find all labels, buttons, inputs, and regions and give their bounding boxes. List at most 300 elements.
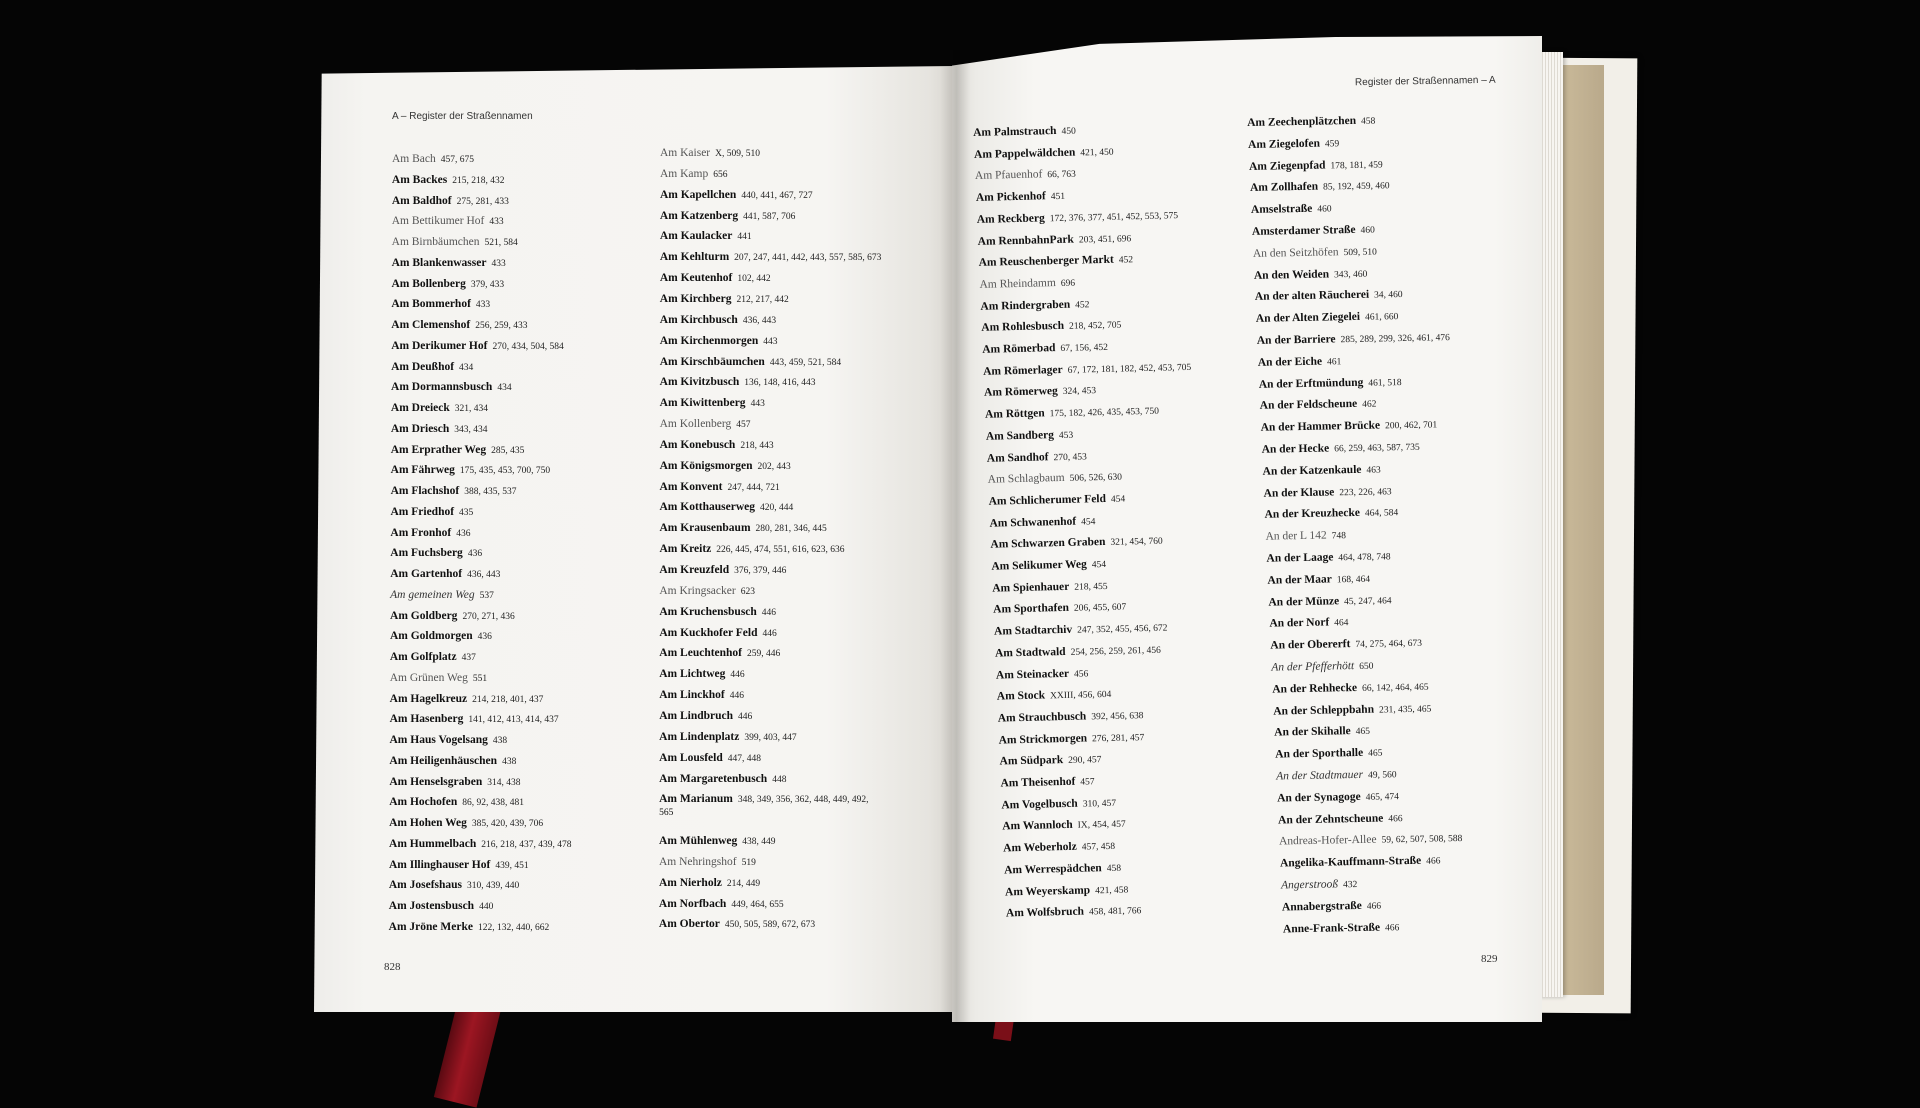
page-references: 696 (1060, 278, 1076, 289)
street-name: Amselstraße (1250, 202, 1313, 217)
street-name: Am Dormannsbusch (391, 381, 493, 394)
page-references: IX, 454, 457 (1077, 819, 1126, 832)
index-entry (984, 384, 1096, 402)
page-references: 202, 443 (757, 461, 791, 472)
page-references: 438 (492, 736, 508, 746)
index-entry (391, 380, 512, 395)
street-name: An der Maar (1267, 573, 1332, 587)
page-references: 461 (1327, 357, 1342, 368)
page-references: 537 (479, 590, 494, 601)
street-name: Am Theisenhof (1000, 775, 1076, 790)
page-references: 448 (772, 774, 787, 785)
street-name: Am Keutenhof (659, 272, 733, 285)
street-name: Am Driesch (390, 422, 450, 435)
page-references: 207, 247, 441, 442, 443, 557, 585, 673 (734, 253, 882, 264)
page-references: 466 (1388, 813, 1403, 825)
street-name: Am Sandberg (985, 428, 1055, 443)
index-entry (659, 521, 826, 536)
page-references: 461, 660 (1364, 312, 1399, 323)
index-entry (1266, 549, 1390, 566)
page-references: 172, 376, 377, 451, 452, 553, 575 (1049, 210, 1179, 225)
page-references: 457, 458 (1081, 841, 1116, 853)
index-entry (1269, 616, 1348, 633)
index-entry (1274, 724, 1370, 741)
street-name: Am Hasenberg (389, 713, 464, 726)
page-references: 465, 474 (1365, 792, 1399, 803)
street-name: Am Strickmorgen (998, 732, 1088, 747)
index-entry (659, 667, 744, 682)
index-entry (389, 775, 520, 790)
index-entry (659, 917, 815, 932)
page-references: 421, 450 (1080, 147, 1114, 159)
page-references: 321, 434 (454, 404, 489, 414)
index-entry (1259, 375, 1402, 393)
page-references: 276, 281, 457 (1092, 732, 1145, 744)
index-entry (1276, 767, 1397, 784)
index-entry (660, 417, 751, 432)
page-references: 454 (1091, 559, 1107, 571)
index-entry (997, 687, 1112, 705)
street-name: Am Kreuzfeld (659, 564, 730, 576)
street-name: Am Kirschbäumchen (659, 355, 765, 368)
page-references: 421, 458 (1095, 885, 1129, 896)
street-name: Am Sandhof (986, 450, 1049, 465)
street-name: Am Margaretenbusch (659, 772, 768, 785)
page-references: 457 (1080, 777, 1095, 788)
index-entry (391, 339, 564, 354)
index-entry (1249, 157, 1383, 175)
page-references: 59, 62, 507, 508, 588 (1381, 834, 1463, 846)
street-name: An der Pfefferhött (1271, 660, 1355, 674)
index-entry (1283, 920, 1400, 937)
page-references: 551 (472, 673, 488, 684)
index-entry (660, 292, 789, 307)
page-references: 256, 259, 433 (475, 321, 528, 331)
index-entry (659, 792, 869, 819)
page-references: 443 (750, 399, 765, 410)
page-references: 122, 132, 440, 662 (477, 922, 550, 933)
index-entry (660, 167, 727, 182)
index-entry (660, 229, 752, 244)
street-name: Am Hummelbach (389, 837, 477, 850)
page-references: 376, 379, 446 (734, 566, 787, 576)
index-entry (1255, 287, 1403, 305)
street-name: Am Schlagbaum (987, 472, 1065, 486)
index-entry (1268, 593, 1391, 610)
page-references: 438, 449 (742, 837, 776, 848)
index-entry (992, 579, 1108, 597)
index-entry (390, 505, 473, 520)
page-references: 66, 142, 464, 465 (1361, 682, 1429, 694)
street-name: Am Haus Vogelsang (389, 734, 488, 746)
page-references: 343, 460 (1334, 269, 1368, 280)
page-references: 203, 451, 696 (1078, 233, 1132, 246)
page-references: 439, 451 (495, 860, 529, 871)
index-entry (989, 514, 1095, 531)
page-references: 420, 444 (760, 503, 794, 514)
index-entry (1256, 309, 1399, 327)
street-name: Am Pappelwäldchen (973, 146, 1076, 161)
street-name: Am Nehringshof (658, 855, 737, 868)
street-name: Am Leuchtenhof (659, 647, 743, 660)
page-references: 466 (1366, 901, 1382, 912)
street-name: Am Blankenwasser (391, 256, 487, 269)
street-name: Am Goldberg (390, 609, 458, 622)
street-name: Am Stock (996, 689, 1046, 703)
page-references: 440 (479, 902, 494, 912)
street-name: Am Kirchenmorgen (659, 334, 759, 347)
page-references: 456 (1073, 668, 1089, 680)
street-name: Andreas-Hofer-Allee (1278, 834, 1377, 848)
index-entry (987, 449, 1087, 466)
index-entry (391, 297, 490, 312)
index-entry (1273, 701, 1431, 719)
index-entry (660, 480, 780, 495)
street-name: Am Rheindamm (979, 276, 1057, 291)
page-references: X, 509, 510 (715, 149, 761, 159)
index-entry (660, 313, 776, 328)
street-name: An der Zehntscheune (1278, 812, 1384, 827)
page-references: 200, 462, 701 (1384, 420, 1438, 432)
index-entry (1248, 136, 1339, 153)
index-entry (976, 189, 1066, 206)
index-entry (1247, 114, 1375, 131)
street-name: Am Kreitz (659, 543, 712, 556)
index-entry (389, 837, 571, 852)
page-references: 348, 349, 356, 362, 448, 449, 492, (737, 795, 869, 806)
street-name: An der Obererft (1270, 638, 1351, 652)
index-entry (1267, 572, 1370, 589)
page-references: 506, 526, 630 (1069, 472, 1123, 485)
page-references: 457 (736, 420, 751, 431)
page-references: 433 (489, 217, 504, 228)
street-name: Am Heiligenhäuschen (389, 754, 498, 767)
street-name: An der Münze (1268, 594, 1340, 609)
index-entry (391, 318, 527, 333)
street-name: Am Marianum (659, 793, 733, 806)
page-references: 436, 443 (742, 315, 777, 326)
street-name: Am Linckhof (659, 689, 725, 702)
index-entry (659, 772, 786, 787)
page-references: 441 (737, 232, 752, 243)
street-name: Am Werrespädchen (1003, 861, 1102, 877)
street-name: Am Rindergraben (980, 298, 1071, 313)
index-entry (660, 396, 765, 411)
street-name: Am Illinghauser Hof (388, 858, 491, 871)
street-name: An den Weiden (1253, 268, 1330, 282)
index-entry (392, 214, 504, 229)
page-references: 321, 454, 760 (1110, 536, 1163, 549)
page-references: 464 (1334, 618, 1349, 629)
page-references: 223, 226, 463 (1339, 486, 1392, 498)
index-entry (660, 438, 774, 453)
street-name: An der Erftmündung (1258, 376, 1364, 391)
page-references: 465 (1355, 727, 1371, 738)
index-entry (659, 897, 784, 912)
page-references: 443 (763, 336, 778, 347)
index-entry (975, 167, 1076, 184)
page-references: 168, 464 (1336, 574, 1371, 586)
page-references: 218, 452, 705 (1069, 320, 1122, 333)
street-name: Am Kruchensbusch (659, 605, 757, 618)
page-references: 136, 148, 416, 443 (744, 378, 816, 389)
page-references: 447, 448 (727, 753, 761, 764)
page-references: 623 (740, 586, 755, 597)
street-name: Am Ziegenpfad (1248, 159, 1326, 173)
page-references: 436 (477, 632, 492, 643)
street-name: Am Hochofen (389, 796, 458, 809)
page-references: 310, 457 (1082, 798, 1117, 810)
index-entry (391, 443, 525, 458)
street-name: Am Kehlturm (659, 251, 730, 264)
street-name: Am Baldhof (391, 194, 452, 207)
index-entry (389, 858, 529, 873)
page-references: 74, 275, 464, 673 (1355, 638, 1423, 651)
page-references: 49, 560 (1367, 770, 1397, 781)
page-references: 399, 403, 447 (744, 732, 797, 743)
street-name: Am Konebusch (659, 438, 736, 451)
index-entry (1278, 811, 1403, 828)
street-name: Am Kuckhofer Feld (659, 626, 758, 639)
street-name: Am Erprather Weg (390, 443, 487, 456)
page-references: 67, 172, 181, 182, 452, 453, 705 (1067, 362, 1192, 376)
street-name: Am Röttgen (984, 407, 1045, 421)
page-references: 458, 481, 766 (1088, 906, 1142, 918)
page-references: 175, 435, 453, 700, 750 (459, 466, 551, 477)
page-references: 650 (1359, 661, 1374, 672)
street-name: An der Rehhecke (1272, 681, 1358, 696)
index-entry (390, 671, 487, 686)
index-entry (1003, 839, 1115, 857)
page-references: 379, 433 (470, 279, 505, 290)
street-name: Am Bommerhof (391, 298, 471, 311)
street-name: Am Goldmorgen (389, 630, 473, 643)
street-name: Am Backes (391, 173, 448, 186)
page-references: 270, 453 (1053, 451, 1087, 463)
page-references: 392, 456, 638 (1091, 711, 1144, 723)
index-entry (1264, 506, 1398, 524)
page-references: 466 (1384, 922, 1400, 934)
street-name: An der Kreuzhecke (1264, 507, 1361, 522)
street-name: An der Skihalle (1274, 725, 1351, 739)
street-name: Am Kotthauserweg (659, 501, 755, 514)
index-entry (1282, 898, 1381, 915)
index-entry (991, 557, 1106, 575)
page-references: 275, 281, 433 (456, 196, 509, 207)
street-name: An der Eiche (1257, 355, 1323, 369)
street-name: Am Fährweg (390, 464, 455, 477)
index-entry (1254, 266, 1368, 283)
street-name: Am Golfplatz (389, 651, 457, 663)
street-name: Anne-Frank-Straße (1282, 921, 1381, 936)
street-name: Am Obertor (658, 918, 720, 931)
index-entry (391, 277, 504, 292)
street-name: Am Schwarzen Graben (990, 536, 1106, 551)
page-references: 280, 281, 346, 445 (755, 524, 827, 535)
page-references: 461, 518 (1368, 377, 1402, 389)
page-references: 438 (502, 756, 517, 767)
street-name: Am Krausenbaum (659, 522, 751, 535)
page-references: 436 (467, 549, 483, 560)
street-name: Am Lindenplatz (659, 730, 740, 743)
index-entry (660, 146, 760, 161)
street-name: Am gemeinen Weg (390, 588, 475, 601)
right-running-head: Register der Straßennamen – A (1354, 74, 1496, 89)
street-name: Am Dreieck (390, 402, 450, 414)
index-entry (389, 816, 543, 831)
page-references: 102, 442 (737, 274, 771, 285)
page-references: 452 (1075, 299, 1090, 311)
street-name: Am Kollenberg (659, 418, 732, 431)
page-references: 458 (1360, 116, 1376, 127)
book-gutter (940, 50, 970, 1025)
index-entry (659, 834, 776, 849)
street-name: An der Hecke (1261, 442, 1330, 456)
street-name: An der Hammer Brücke (1260, 419, 1381, 434)
street-name: Am Ziegelofen (1247, 137, 1321, 151)
index-entry (1265, 528, 1346, 545)
index-entry (1253, 244, 1377, 261)
index-entry (996, 666, 1089, 683)
page-references: 310, 439, 440 (467, 881, 520, 892)
street-name: An den Seitzhöfen (1252, 246, 1339, 260)
index-entry (659, 584, 755, 599)
index-entry (659, 646, 780, 661)
index-entry (660, 334, 778, 349)
page-references: 450 (1061, 126, 1076, 137)
index-entry (1262, 462, 1380, 479)
page-references: 388, 435, 537 (464, 487, 517, 497)
index-entry (660, 500, 794, 515)
page-references: 214, 218, 401, 437 (472, 694, 544, 705)
index-entry (1280, 854, 1441, 872)
index-entry (392, 173, 505, 188)
street-name: Am Lichtweg (659, 668, 726, 681)
street-name: Am Fronhof (390, 526, 452, 539)
page-references: 465 (1368, 748, 1383, 759)
street-name: Am Weberholz (1003, 840, 1077, 855)
street-name: Am Steinacker (995, 667, 1070, 682)
street-name: Am Zeechenplätzchen (1247, 114, 1357, 129)
page-references: 454 (1110, 494, 1126, 505)
page-references: 452 (1118, 255, 1134, 266)
street-name: Am Kapellchen (659, 188, 737, 201)
index-entry (389, 795, 524, 810)
street-name: Am Norfbach (658, 897, 727, 910)
page-references: 460 (1317, 204, 1332, 215)
index-entry (659, 563, 786, 578)
street-name: Am Bollenberg (391, 277, 466, 290)
street-name: An der Synagoge (1277, 790, 1361, 805)
page-references: 454 (1081, 516, 1096, 528)
index-entry (999, 752, 1101, 769)
street-name: Am Kaiser (660, 147, 711, 159)
index-entry (1271, 659, 1373, 676)
index-entry (986, 428, 1074, 445)
page-references: 451 (1050, 191, 1066, 203)
street-name: Am Königsmorgen (659, 459, 753, 472)
page-references: 290, 457 (1068, 755, 1102, 767)
street-name: Am Kiwittenberg (659, 397, 746, 410)
index-entry (982, 340, 1108, 358)
index-entry (660, 459, 791, 474)
page-references: 463 (1366, 465, 1381, 476)
page-references: 314, 438 (487, 777, 521, 788)
page-references: 519 (741, 857, 756, 868)
street-name: Am Kivitzbusch (659, 376, 740, 389)
index-entry (390, 650, 476, 665)
left-page-number: 828 (384, 961, 401, 973)
street-name: Am Mühlenweg (659, 835, 738, 848)
index-entry (389, 899, 494, 914)
street-name: Amsterdamer Straße (1251, 223, 1356, 238)
page-references: 141, 412, 413, 414, 437 (468, 715, 559, 726)
street-name: Am Spienhauer (992, 580, 1070, 595)
index-entry (390, 588, 494, 603)
page-references: 67, 156, 452 (1060, 342, 1109, 355)
index-entry (390, 546, 482, 561)
page-references: 285, 289, 299, 326, 461, 476 (1340, 333, 1450, 346)
street-name: Am Jröne Merke (388, 920, 473, 933)
index-entry (980, 297, 1089, 315)
index-entry (660, 271, 771, 286)
street-name: An der Norf (1269, 616, 1330, 631)
street-name: Am Kringsacker (659, 584, 736, 597)
page-references: 460 (1360, 225, 1375, 236)
street-name: Am Kaulacker (659, 230, 733, 243)
street-name: Am Schlicherumer Feld (988, 492, 1107, 508)
page-references: 521, 584 (484, 238, 518, 248)
index-entry (973, 124, 1076, 141)
street-name: Am Nierholz (658, 876, 722, 889)
page-references: 247, 444, 721 (727, 482, 780, 493)
index-entry (659, 855, 756, 870)
street-name: Am Römerlager (983, 363, 1063, 378)
page-references: XXIII, 456, 604 (1049, 690, 1112, 702)
page-references: 285, 435 (491, 445, 525, 456)
index-entry (392, 152, 474, 167)
street-name: Am Kirchbusch (659, 313, 738, 326)
page-references: 462 (1362, 399, 1377, 411)
street-name: Am Palmstrauch (973, 125, 1057, 139)
page-references: 175, 182, 426, 435, 453, 750 (1049, 406, 1160, 420)
index-entry (1001, 796, 1116, 814)
street-name: Am Südpark (999, 754, 1064, 768)
index-entry (391, 463, 550, 478)
street-name: Am Jostensbusch (388, 900, 475, 912)
page-references-continued: 565 (659, 808, 674, 819)
index-entry (1272, 679, 1429, 697)
street-name: Am Weyerskamp (1004, 883, 1091, 898)
street-name: An der Klause (1263, 485, 1335, 500)
street-name: Am Pickenhof (975, 190, 1046, 205)
page-references: 459 (1324, 139, 1340, 150)
page-references: 457, 675 (440, 155, 475, 165)
right-page-number: 829 (1481, 953, 1498, 965)
street-name: Am Römerweg (983, 385, 1058, 400)
index-entry (659, 751, 761, 766)
street-name: Am Zollhafen (1249, 181, 1319, 195)
page-references: 464, 478, 748 (1338, 552, 1391, 564)
index-entry (1005, 882, 1129, 900)
index-entry (392, 235, 518, 250)
index-entry (390, 629, 492, 644)
page-references: 436 (456, 528, 471, 539)
page-references: 450, 505, 589, 672, 673 (724, 920, 816, 931)
page-references: 206, 455, 607 (1073, 602, 1127, 615)
index-entry (389, 733, 507, 748)
index-entry (1258, 354, 1342, 371)
